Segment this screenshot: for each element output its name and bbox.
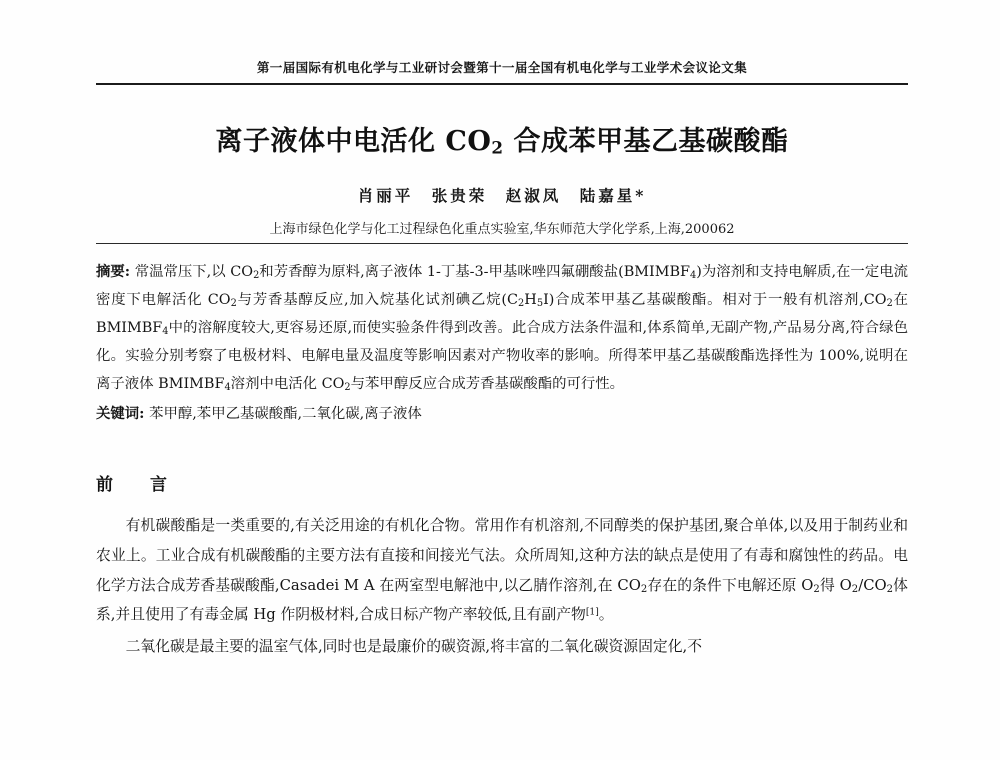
title-subscript: 2 xyxy=(491,137,504,158)
page-title xyxy=(96,119,908,158)
abstract-label: 摘要: xyxy=(96,263,131,280)
p1-t5: 体系,并且使用了有毒金属 Hg 作阴极材料,合成日标产物产率较低,且有副产物 xyxy=(96,576,908,624)
abstract-s7: 4 xyxy=(162,326,169,338)
abstract-s4: 2 xyxy=(518,298,525,310)
paragraph-1 xyxy=(96,511,908,629)
p1-t4: /CO xyxy=(858,576,887,594)
abstract-t3: )为溶剂和支持电解质,在一定电流密度下电解活化 CO xyxy=(96,264,908,309)
author-list: 肖丽平 张贵荣 赵淑凤 陆嘉星* xyxy=(357,186,647,205)
page-content xyxy=(96,0,908,760)
abstract-t1: 常温常压下,以 CO xyxy=(134,264,254,280)
running-header: 第一届国际有机电化学与工业研讨会暨第十一届全国有机电化学与工业学术会议论文集 xyxy=(256,60,748,75)
abstract-t6: I)合成苯甲基乙基碳酸酯。相对于一般有机溶剂,CO xyxy=(543,292,887,309)
abstract-s2: 4 xyxy=(690,269,697,281)
p1-t2: 存在的条件下电解还原 O xyxy=(647,576,814,594)
abstract-s8: 4 xyxy=(224,382,231,394)
affiliation: 上海市绿色化学与化工过程绿色化重点实验室,华东师范大学化学系,上海,200062 xyxy=(269,222,735,237)
abstract-t4: 与芳香基醇反应,加入烷基化试剂碘乙烷(C xyxy=(236,292,519,309)
affiliation-rule xyxy=(96,243,908,244)
title-text-1: 离子液体中电活化 CO xyxy=(215,126,492,157)
p1-t6: 。 xyxy=(598,606,614,624)
p1-s2: 2 xyxy=(813,583,820,595)
section-body-introduction xyxy=(96,511,908,661)
title-text-2: 合成苯甲基乙基碳酸酯 xyxy=(503,126,789,157)
abstract-t7: 在 BMIMBF xyxy=(96,292,908,337)
abstract-t9: 溶剂中电活化 CO xyxy=(230,376,345,393)
keywords-block xyxy=(96,400,908,428)
abstract-t5: H xyxy=(524,292,537,309)
p1-t3: 得 O xyxy=(819,576,852,594)
abstract-block xyxy=(96,258,908,398)
abstract-t8: 中的溶解度较大,更容易还原,而使实验条件得到改善。此合成方法条件温和,体系简单,无副产物,产品易分离,符合绿色化。实验分别考察了电极材料、电解电量及温度等影响因素对产物收率的影响。所得苯甲基乙基碳酸酯选择性为 100%,说明在离子液体 BMIMBF xyxy=(96,320,908,393)
abstract-s1: 2 xyxy=(253,269,260,281)
abstract-s3: 2 xyxy=(230,298,237,310)
p1-citation: [1] xyxy=(585,606,599,618)
p1-t1: 有机碳酸酯是一类重要的,有关泛用途的有机化合物。常用作有机溶剂,不同醇类的保护基团,聚合单体,以及用于制药业和农业上。工业合成有机碳酸酯的主要方法有直接和间接光气法。众所周知,这种方法的缺点是使用了有毒和腐蚀性的药品。电化学方法合成芳香基碳酸酯,Casadei M A 在两室型电解池中,以乙腈作溶剂,在 CO xyxy=(96,517,908,594)
abstract-t10: 与苯甲醇反应合成芳香基碳酸酯的可行性。 xyxy=(350,376,625,393)
p2-t1: 二氧化碳是最主要的温室气体,同时也是最廉价的碳资源,将丰富的二氧化碳资源固定化,不 xyxy=(125,637,702,655)
keywords-text: 苯甲醇,苯甲乙基碳酸酯,二氧化碳,离子液体 xyxy=(149,406,422,423)
abstract-s5: 5 xyxy=(536,298,544,310)
abstract-s9: 2 xyxy=(344,382,351,394)
paragraph-2 xyxy=(96,632,908,662)
p1-s4: 2 xyxy=(886,583,894,595)
p1-s1: 2 xyxy=(640,583,648,595)
abstract-s6: 2 xyxy=(886,298,893,310)
section-heading-introduction: 前 言 xyxy=(96,475,177,496)
p1-s3: 2 xyxy=(851,583,859,595)
header-rule xyxy=(96,83,908,85)
abstract-t2: 和芳香醇为原料,离子液体 1-丁基-3-甲基咪唑四氟硼酸盐(BMIMBF xyxy=(259,264,691,280)
keywords-label: 关键词: xyxy=(96,405,145,423)
